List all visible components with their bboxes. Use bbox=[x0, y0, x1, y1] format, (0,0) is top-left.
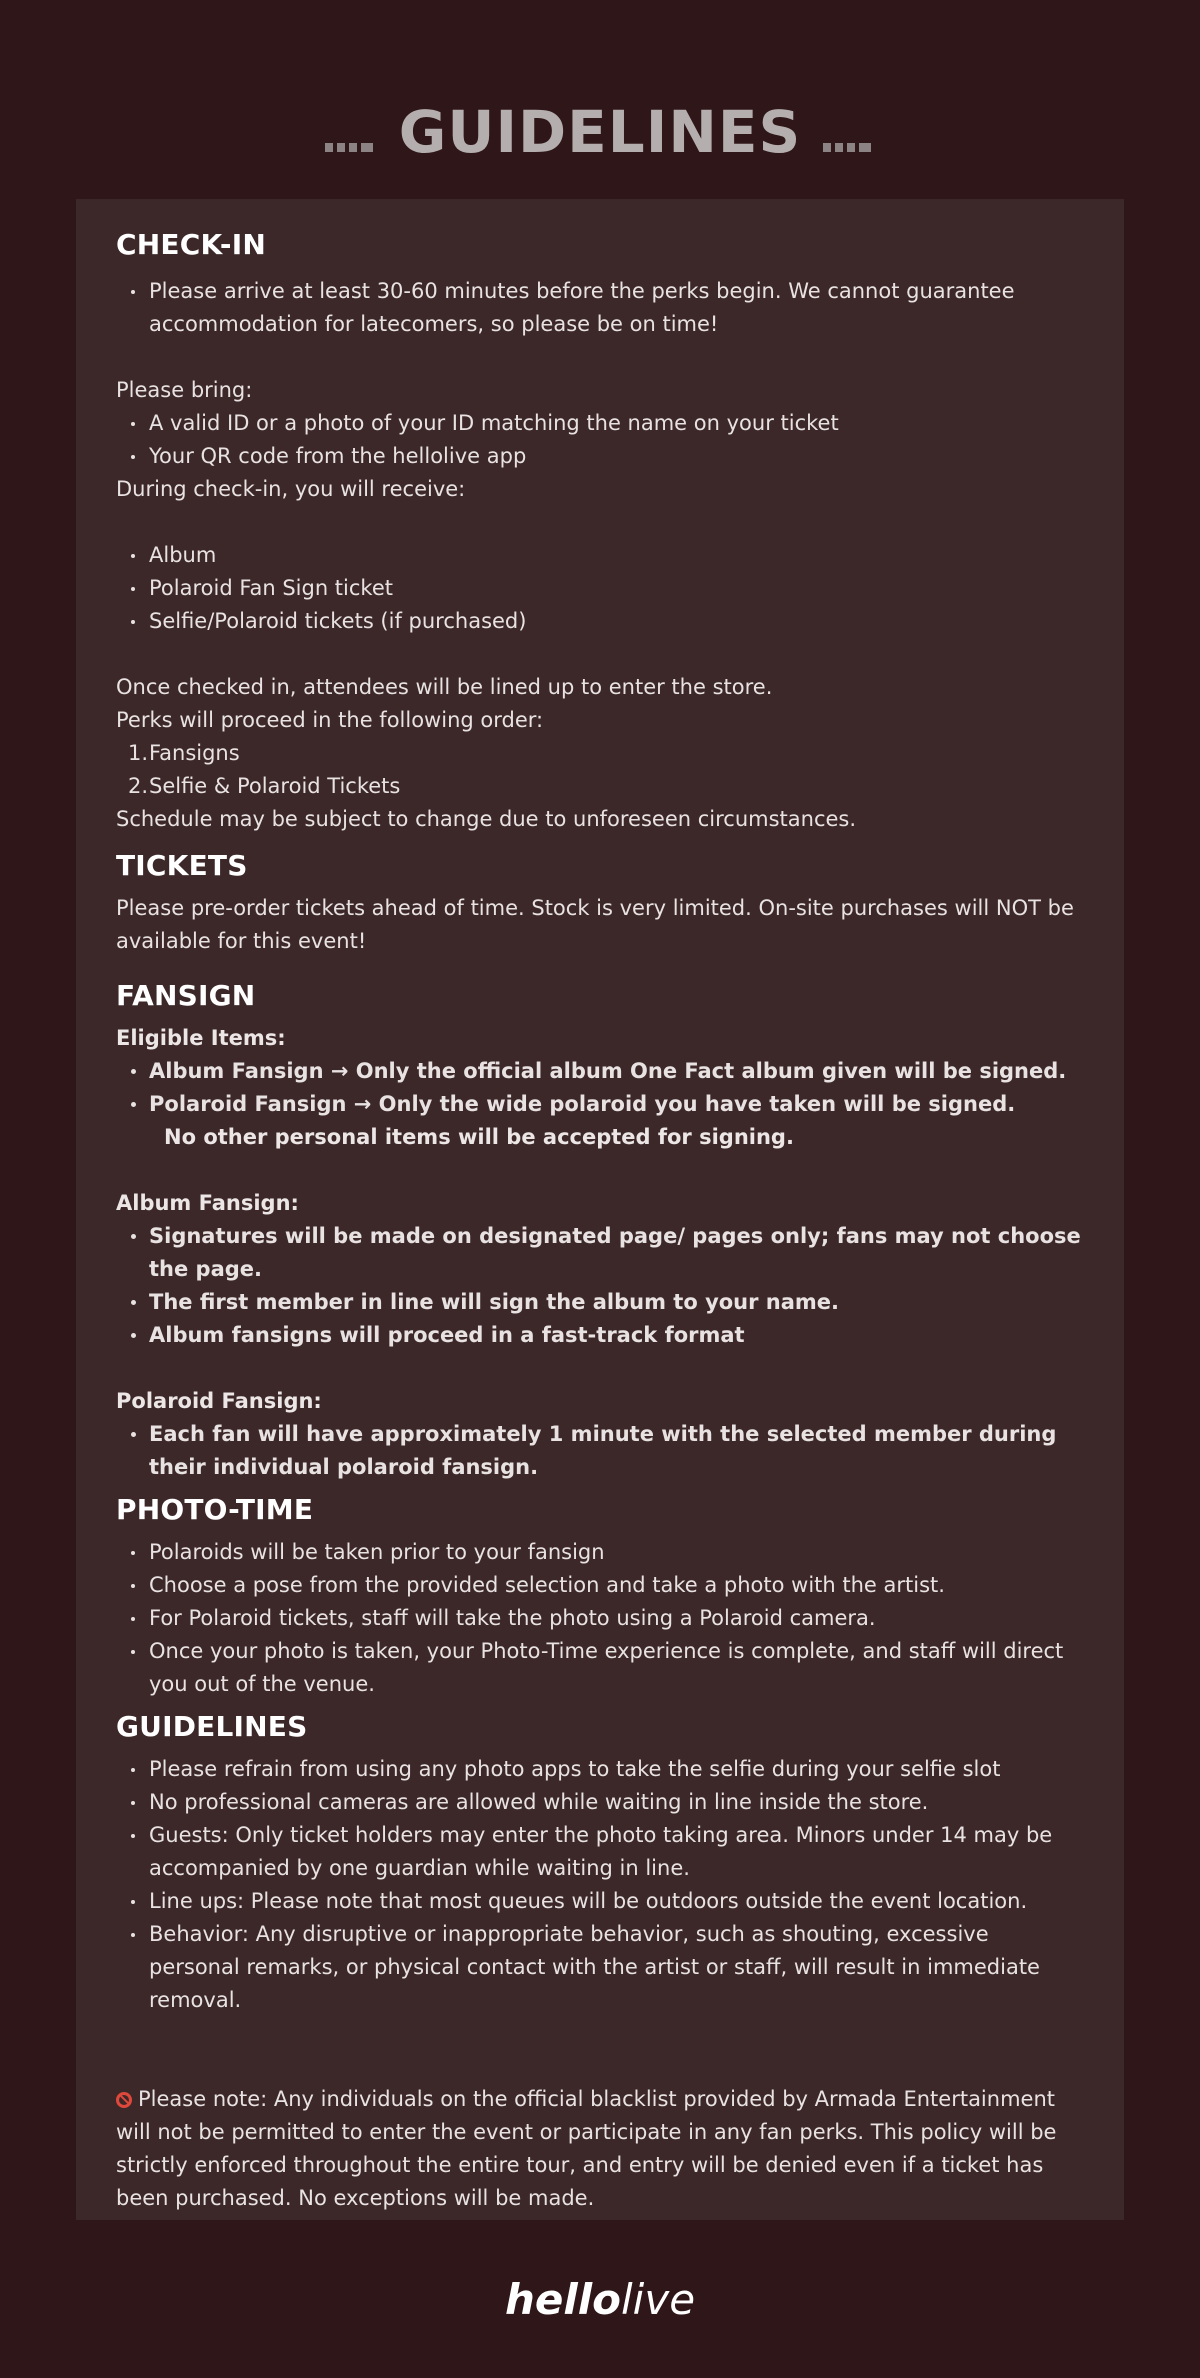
blacklist-note: Please note: Any individuals on the official blacklist provided by Armada Entertainment will not be permitted to enter the event or participate in any fan perks. This policy will be strictly enforced throughout the entire tour, and entry will be denied even if a ticket has been purchased. No exceptions will be made. bbox=[116, 2087, 1057, 2210]
list-item: Album Fansign → Only the official album One Fact album given will be signed. bbox=[116, 1055, 1084, 1088]
polaroid-fansign-list bbox=[116, 1418, 1084, 1484]
lined-up-text: Once checked in, attendees will be lined up to enter the store. bbox=[116, 675, 773, 699]
guidelines-card bbox=[76, 199, 1124, 2220]
eligible-list bbox=[116, 1055, 1084, 1121]
list-item: Line ups: Please note that most queues will be outdoors outside the event location. bbox=[116, 1885, 1084, 1918]
fansign-heading: FANSIGN bbox=[116, 979, 256, 1012]
eligible-label: Eligible Items: bbox=[116, 1026, 286, 1050]
list-item: Each fan will have approximately 1 minute with the selected member during their individual polaroid fansign. bbox=[116, 1418, 1084, 1484]
list-item: Choose a pose from the provided selection and take a photo with the artist. bbox=[116, 1569, 1084, 1602]
list-item: 2. Selfie & Polaroid Tickets bbox=[128, 774, 401, 798]
list-item: Once your photo is taken, your Photo-Time experience is complete, and staff will direct you out of the venue. bbox=[116, 1635, 1084, 1701]
phototime-list bbox=[116, 1536, 1084, 1701]
guidelines-heading: GUIDELINES bbox=[116, 1710, 308, 1743]
order-label: Perks will proceed in the following order: bbox=[116, 708, 544, 732]
list-item: 1. Fansigns bbox=[128, 741, 240, 765]
order-list bbox=[116, 737, 1084, 803]
list-item: Please refrain from using any photo apps to take the selfie during your selfie slot bbox=[116, 1753, 1084, 1786]
list-item: Polaroid Fan Sign ticket bbox=[116, 572, 1084, 605]
bring-label: Please bring: bbox=[116, 378, 253, 402]
list-item: Your QR code from the hellolive app bbox=[116, 440, 1084, 473]
tickets-heading: TICKETS bbox=[116, 849, 248, 882]
polaroid-fansign-label: Polaroid Fansign: bbox=[116, 1389, 322, 1413]
title-decoration-left bbox=[325, 96, 377, 168]
title-decoration-right bbox=[823, 96, 875, 168]
hellolive-logo: hellolive bbox=[504, 2275, 696, 2324]
tickets-text: Please pre-order tickets ahead of time. Stock is very limited. On-site purchases will NOT be available for this event! bbox=[116, 896, 1074, 953]
list-item: For Polaroid tickets, staff will take the photo using a Polaroid camera. bbox=[116, 1602, 1084, 1635]
list-item: The first member in line will sign the album to your name. bbox=[116, 1286, 1084, 1319]
phototime-heading: PHOTO-TIME bbox=[116, 1493, 314, 1526]
eligible-note: No other personal items will be accepted for signing. bbox=[164, 1125, 794, 1149]
receive-list bbox=[116, 539, 1084, 638]
list-item: Guests: Only ticket holders may enter the photo taking area. Minors under 14 may be accompanied by one guardian while waiting in line. bbox=[116, 1819, 1084, 1885]
checkin-heading: CHECK-IN bbox=[116, 228, 266, 261]
list-item: No professional cameras are allowed while waiting in line inside the store. bbox=[116, 1786, 1084, 1819]
no-entry-icon bbox=[116, 2092, 132, 2108]
guidelines-list bbox=[116, 1753, 1084, 2017]
list-item: Signatures will be made on designated page/ pages only; fans may not choose the page. bbox=[116, 1220, 1084, 1286]
list-item: Polaroid Fansign → Only the wide polaroid you have taken will be signed. bbox=[116, 1088, 1084, 1121]
album-fansign-list bbox=[116, 1220, 1084, 1352]
page-title bbox=[0, 96, 1200, 172]
list-item: Please arrive at least 30-60 minutes before the perks begin. We cannot guarantee accommodation for latecomers, so please be on time! bbox=[116, 275, 1084, 341]
list-item: A valid ID or a photo of your ID matching the name on your ticket bbox=[116, 407, 1084, 440]
page-title-text: GUIDELINES bbox=[398, 98, 802, 166]
list-item: Selfie/Polaroid tickets (if purchased) bbox=[116, 605, 1084, 638]
album-fansign-label: Album Fansign: bbox=[116, 1191, 299, 1215]
receive-label: During check-in, you will receive: bbox=[116, 477, 466, 501]
checkin-intro-list bbox=[116, 275, 1084, 341]
list-item: Polaroids will be taken prior to your fansign bbox=[116, 1536, 1084, 1569]
bring-list bbox=[116, 407, 1084, 473]
list-item: Behavior: Any disruptive or inappropriate behavior, such as shouting, excessive personal remarks, or physical contact with the artist or staff, will result in immediate removal. bbox=[116, 1918, 1084, 2017]
list-item: Album bbox=[116, 539, 1084, 572]
schedule-note: Schedule may be subject to change due to unforeseen circumstances. bbox=[116, 807, 857, 831]
list-item: Album fansigns will proceed in a fast-track format bbox=[116, 1319, 1084, 1352]
